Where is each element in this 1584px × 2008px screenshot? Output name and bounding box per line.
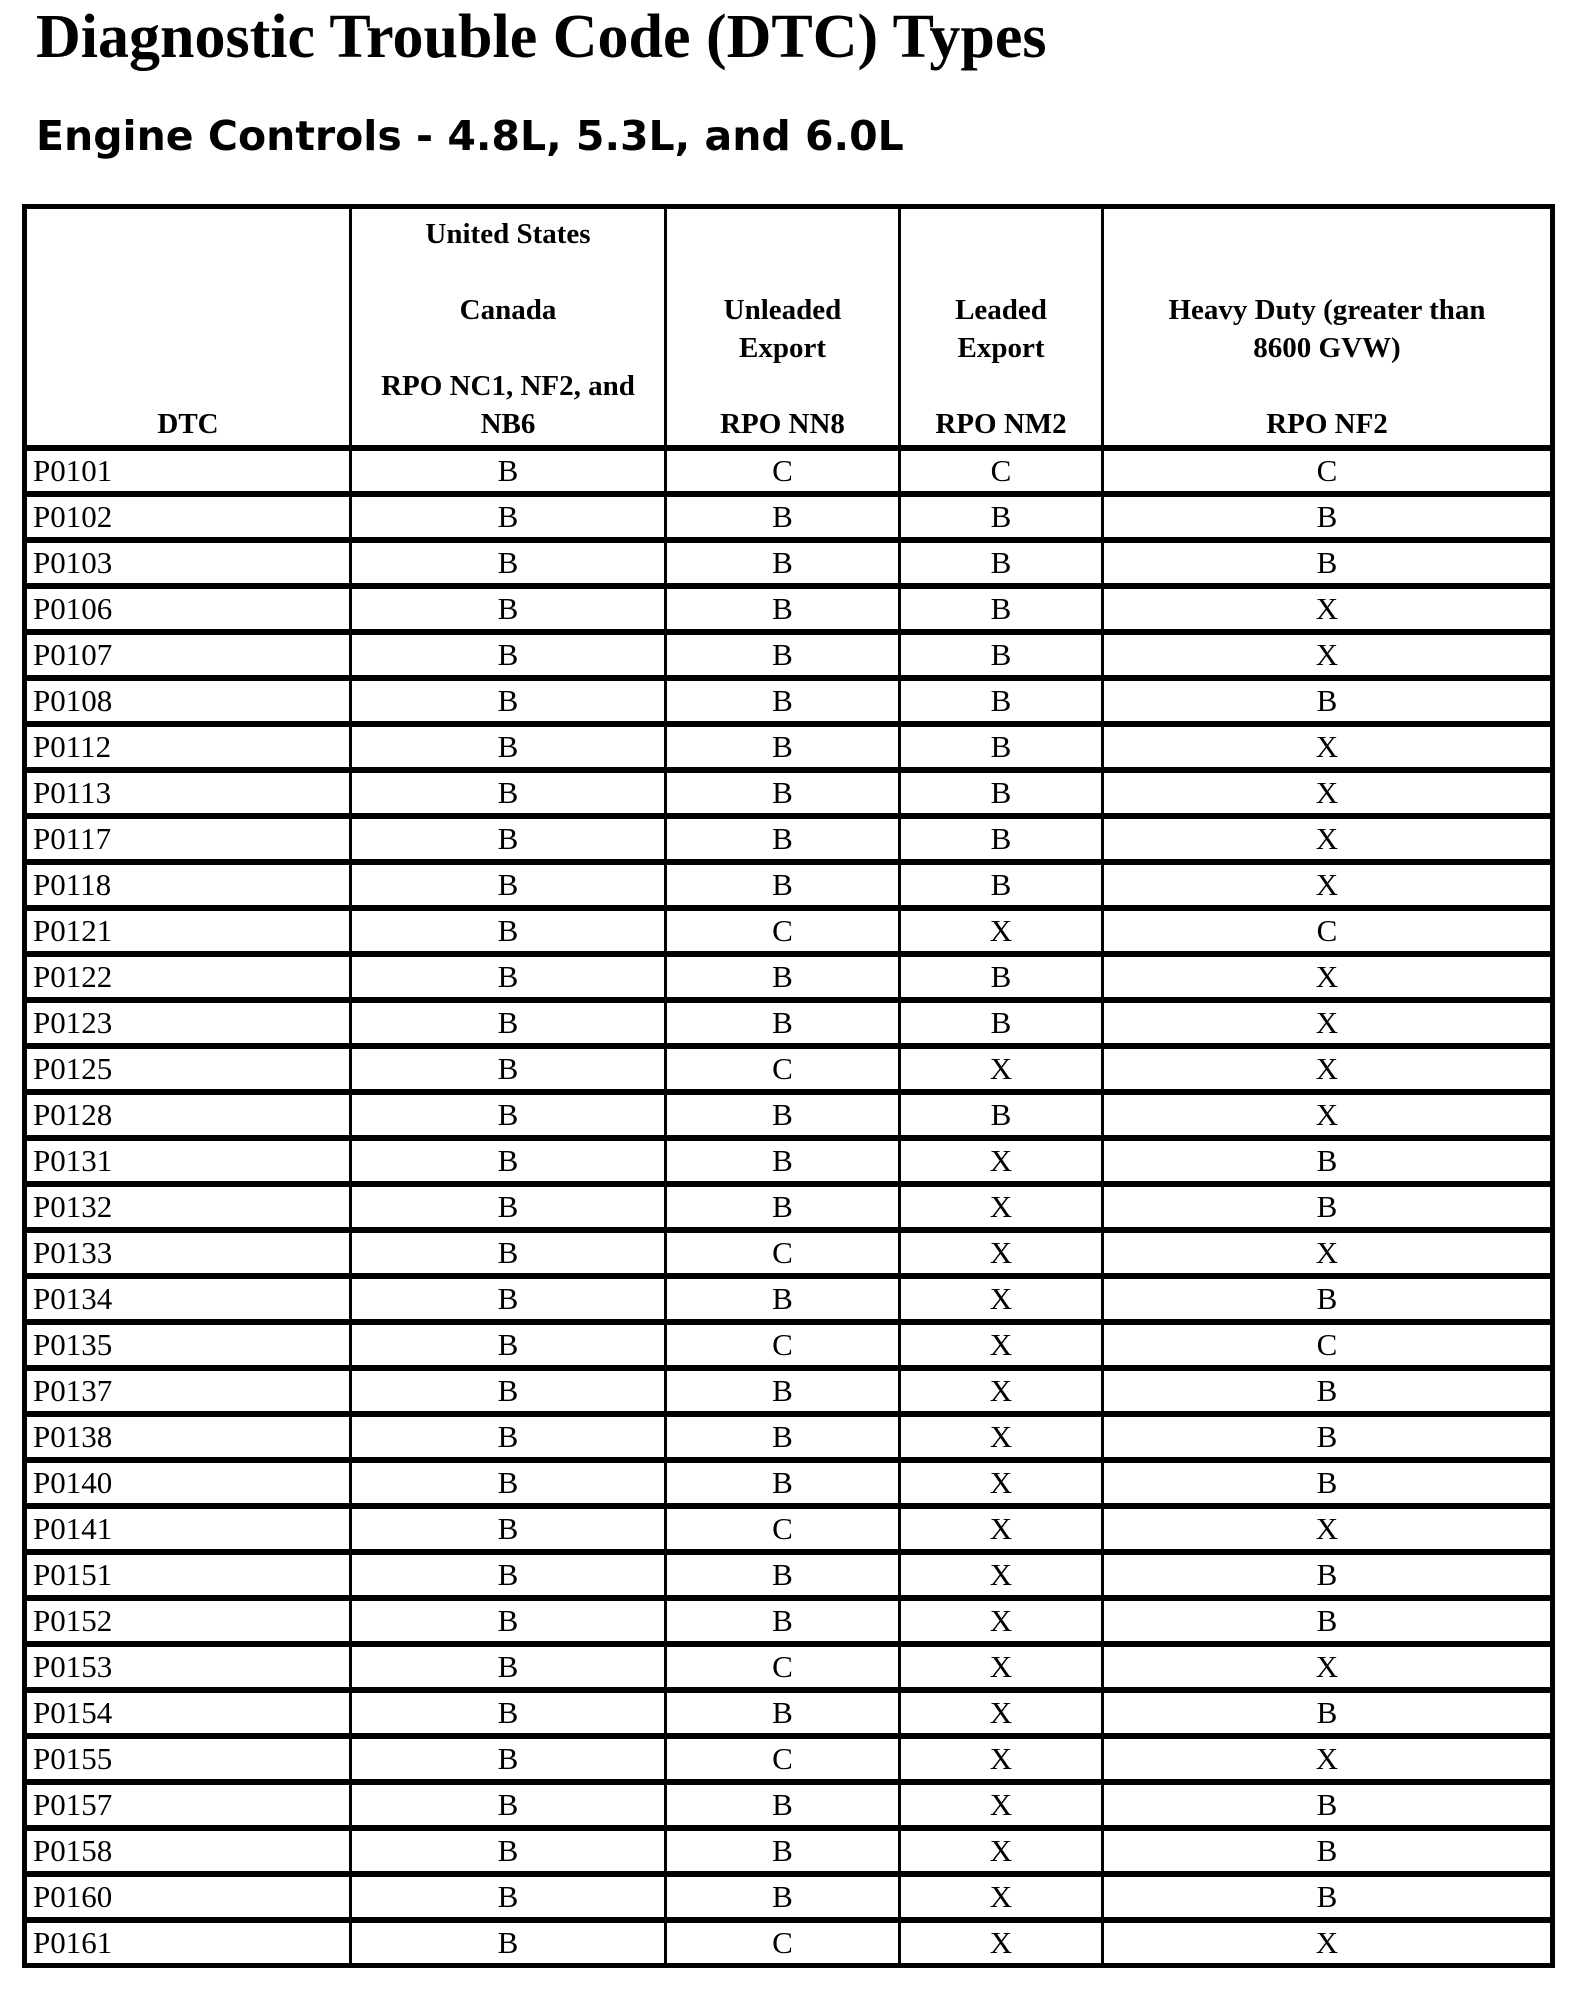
dtc-type-cell-heavy-duty: X xyxy=(1103,724,1553,770)
table-row xyxy=(25,1230,1553,1276)
table-row xyxy=(25,1000,1553,1046)
dtc-code-cell: P0103 xyxy=(25,540,351,586)
table-row xyxy=(25,1782,1553,1828)
dtc-type-cell-heavy-duty: X xyxy=(1103,770,1553,816)
dtc-type-cell-us-canada: B xyxy=(351,586,666,632)
dtc-type-cell-unleaded-export: B xyxy=(666,1276,900,1322)
table-row xyxy=(25,1598,1553,1644)
dtc-type-cell-heavy-duty: B xyxy=(1103,1552,1553,1598)
dtc-type-cell-leaded-export: X xyxy=(900,1138,1103,1184)
dtc-type-cell-us-canada: B xyxy=(351,770,666,816)
dtc-type-cell-unleaded-export: B xyxy=(666,1414,900,1460)
dtc-type-cell-heavy-duty: B xyxy=(1103,1782,1553,1828)
dtc-type-cell-heavy-duty: X xyxy=(1103,1230,1553,1276)
dtc-type-cell-us-canada: B xyxy=(351,1736,666,1782)
dtc-type-cell-unleaded-export: B xyxy=(666,1828,900,1874)
column-header-leaded-export xyxy=(900,207,1103,449)
dtc-type-cell-leaded-export: B xyxy=(900,494,1103,540)
dtc-type-cell-unleaded-export: B xyxy=(666,494,900,540)
dtc-type-cell-leaded-export: X xyxy=(900,1828,1103,1874)
dtc-code-cell: P0122 xyxy=(25,954,351,1000)
dtc-type-cell-leaded-export: X xyxy=(900,1506,1103,1552)
dtc-code-cell: P0107 xyxy=(25,632,351,678)
dtc-code-cell: P0138 xyxy=(25,1414,351,1460)
dtc-type-cell-unleaded-export: B xyxy=(666,862,900,908)
dtc-type-cell-heavy-duty: X xyxy=(1103,954,1553,1000)
header-line: RPO NF2 xyxy=(1266,408,1388,440)
dtc-type-cell-us-canada: B xyxy=(351,816,666,862)
dtc-type-cell-us-canada: B xyxy=(351,908,666,954)
header-line: Canada xyxy=(459,294,557,326)
table-row xyxy=(25,816,1553,862)
dtc-type-cell-heavy-duty: X xyxy=(1103,586,1553,632)
table-row xyxy=(25,908,1553,954)
dtc-type-cell-heavy-duty: B xyxy=(1103,1368,1553,1414)
page-subtitle: Engine Controls - 4.8L, 5.3L, and 6.0L xyxy=(36,112,904,160)
dtc-type-cell-unleaded-export: B xyxy=(666,1460,900,1506)
dtc-code-cell: P0118 xyxy=(25,862,351,908)
header-line: DTC xyxy=(157,408,219,440)
header-spacer xyxy=(352,329,664,367)
header-spacer xyxy=(667,367,898,405)
dtc-type-cell-us-canada: B xyxy=(351,1414,666,1460)
dtc-type-cell-leaded-export: X xyxy=(900,1782,1103,1828)
dtc-types-table xyxy=(22,204,1555,1968)
dtc-type-cell-us-canada: B xyxy=(351,1782,666,1828)
column-header-unleaded-export xyxy=(666,207,900,449)
dtc-type-cell-us-canada: B xyxy=(351,1690,666,1736)
table-row xyxy=(25,1414,1553,1460)
dtc-type-cell-heavy-duty: C xyxy=(1103,448,1553,494)
dtc-type-cell-unleaded-export: B xyxy=(666,1000,900,1046)
dtc-type-cell-unleaded-export: C xyxy=(666,1230,900,1276)
dtc-type-cell-unleaded-export: C xyxy=(666,1736,900,1782)
dtc-type-cell-us-canada: B xyxy=(351,1874,666,1920)
dtc-type-cell-heavy-duty: B xyxy=(1103,1828,1553,1874)
dtc-type-cell-heavy-duty: C xyxy=(1103,1322,1553,1368)
dtc-code-cell: P0151 xyxy=(25,1552,351,1598)
dtc-type-cell-us-canada: B xyxy=(351,954,666,1000)
table-row xyxy=(25,724,1553,770)
dtc-type-cell-unleaded-export: B xyxy=(666,1092,900,1138)
dtc-type-cell-unleaded-export: B xyxy=(666,1184,900,1230)
dtc-type-cell-unleaded-export: B xyxy=(666,770,900,816)
dtc-type-cell-heavy-duty: B xyxy=(1103,1598,1553,1644)
table-row xyxy=(25,1138,1553,1184)
dtc-code-cell: P0117 xyxy=(25,816,351,862)
dtc-code-cell: P0153 xyxy=(25,1644,351,1690)
dtc-type-cell-heavy-duty: B xyxy=(1103,1276,1553,1322)
header-line: Export xyxy=(957,332,1045,364)
dtc-type-cell-heavy-duty: X xyxy=(1103,1506,1553,1552)
dtc-type-cell-leaded-export: X xyxy=(900,1230,1103,1276)
dtc-type-cell-us-canada: B xyxy=(351,1598,666,1644)
header-line: Export xyxy=(739,332,826,364)
dtc-type-cell-leaded-export: X xyxy=(900,1552,1103,1598)
dtc-type-cell-leaded-export: X xyxy=(900,1368,1103,1414)
dtc-type-cell-leaded-export: B xyxy=(900,770,1103,816)
header-line: RPO NM2 xyxy=(935,408,1067,440)
dtc-type-cell-leaded-export: X xyxy=(900,1736,1103,1782)
dtc-type-cell-us-canada: B xyxy=(351,1322,666,1368)
header-spacer xyxy=(352,253,664,291)
dtc-type-cell-heavy-duty: B xyxy=(1103,678,1553,724)
dtc-type-cell-leaded-export: B xyxy=(900,954,1103,1000)
dtc-type-cell-heavy-duty: B xyxy=(1103,1138,1553,1184)
header-line: 8600 GVW) xyxy=(1253,332,1401,364)
dtc-type-cell-us-canada: B xyxy=(351,1000,666,1046)
table-row xyxy=(25,1552,1553,1598)
dtc-type-cell-unleaded-export: B xyxy=(666,1874,900,1920)
dtc-type-cell-unleaded-export: C xyxy=(666,908,900,954)
dtc-type-cell-us-canada: B xyxy=(351,1046,666,1092)
header-line: Heavy Duty (greater than xyxy=(1168,294,1486,326)
dtc-code-cell: P0155 xyxy=(25,1736,351,1782)
dtc-type-cell-us-canada: B xyxy=(351,1138,666,1184)
dtc-type-cell-heavy-duty: X xyxy=(1103,862,1553,908)
dtc-code-cell: P0158 xyxy=(25,1828,351,1874)
dtc-type-cell-us-canada: B xyxy=(351,1828,666,1874)
dtc-type-cell-leaded-export: B xyxy=(900,862,1103,908)
dtc-code-cell: P0135 xyxy=(25,1322,351,1368)
header-line: RPO NN8 xyxy=(720,408,845,440)
header-line: Unleaded xyxy=(723,294,842,326)
dtc-type-cell-leaded-export: B xyxy=(900,1000,1103,1046)
table-row xyxy=(25,540,1553,586)
header-spacer xyxy=(901,367,1101,405)
column-header-heavy-duty xyxy=(1103,207,1553,449)
dtc-type-cell-us-canada: B xyxy=(351,862,666,908)
table-row xyxy=(25,494,1553,540)
dtc-type-cell-unleaded-export: B xyxy=(666,1552,900,1598)
table-row xyxy=(25,586,1553,632)
dtc-type-cell-leaded-export: X xyxy=(900,1184,1103,1230)
dtc-type-cell-us-canada: B xyxy=(351,1644,666,1690)
dtc-type-cell-unleaded-export: B xyxy=(666,1138,900,1184)
dtc-type-cell-leaded-export: X xyxy=(900,1644,1103,1690)
table-row xyxy=(25,1690,1553,1736)
dtc-code-cell: P0157 xyxy=(25,1782,351,1828)
dtc-type-cell-heavy-duty: C xyxy=(1103,908,1553,954)
dtc-type-cell-leaded-export: X xyxy=(900,1920,1103,1966)
dtc-type-cell-leaded-export: B xyxy=(900,724,1103,770)
column-header-dtc xyxy=(25,207,351,449)
dtc-type-cell-unleaded-export: C xyxy=(666,1920,900,1966)
dtc-type-cell-heavy-duty: B xyxy=(1103,1414,1553,1460)
dtc-code-cell: P0128 xyxy=(25,1092,351,1138)
dtc-type-cell-us-canada: B xyxy=(351,494,666,540)
dtc-type-cell-us-canada: B xyxy=(351,678,666,724)
dtc-type-cell-unleaded-export: B xyxy=(666,1368,900,1414)
table-row xyxy=(25,1046,1553,1092)
dtc-type-cell-unleaded-export: B xyxy=(666,586,900,632)
dtc-type-cell-unleaded-export: B xyxy=(666,678,900,724)
dtc-code-cell: P0101 xyxy=(25,448,351,494)
dtc-type-cell-leaded-export: X xyxy=(900,1276,1103,1322)
dtc-code-cell: P0133 xyxy=(25,1230,351,1276)
header-line: Leaded xyxy=(955,294,1047,326)
dtc-type-cell-heavy-duty: B xyxy=(1103,1874,1553,1920)
dtc-type-cell-heavy-duty: B xyxy=(1103,540,1553,586)
dtc-code-cell: P0106 xyxy=(25,586,351,632)
dtc-code-cell: P0113 xyxy=(25,770,351,816)
dtc-type-cell-us-canada: B xyxy=(351,1460,666,1506)
dtc-code-cell: P0137 xyxy=(25,1368,351,1414)
dtc-type-cell-leaded-export: X xyxy=(900,1690,1103,1736)
table-row xyxy=(25,1322,1553,1368)
dtc-type-cell-heavy-duty: B xyxy=(1103,1460,1553,1506)
dtc-type-cell-heavy-duty: X xyxy=(1103,1644,1553,1690)
dtc-type-cell-heavy-duty: X xyxy=(1103,1736,1553,1782)
dtc-code-cell: P0161 xyxy=(25,1920,351,1966)
table-row xyxy=(25,1644,1553,1690)
dtc-type-cell-unleaded-export: B xyxy=(666,1782,900,1828)
dtc-type-cell-leaded-export: B xyxy=(900,586,1103,632)
dtc-type-cell-heavy-duty: B xyxy=(1103,494,1553,540)
dtc-type-cell-leaded-export: C xyxy=(900,448,1103,494)
dtc-type-cell-leaded-export: X xyxy=(900,908,1103,954)
dtc-type-cell-leaded-export: X xyxy=(900,1460,1103,1506)
header-line: RPO NC1, NF2, and xyxy=(381,370,635,402)
dtc-code-cell: P0102 xyxy=(25,494,351,540)
dtc-type-cell-unleaded-export: C xyxy=(666,1644,900,1690)
dtc-type-cell-unleaded-export: B xyxy=(666,1690,900,1736)
dtc-code-cell: P0160 xyxy=(25,1874,351,1920)
dtc-code-cell: P0112 xyxy=(25,724,351,770)
table-body xyxy=(25,448,1553,1966)
table-row xyxy=(25,1276,1553,1322)
dtc-type-cell-leaded-export: B xyxy=(900,540,1103,586)
table-row xyxy=(25,770,1553,816)
dtc-type-cell-us-canada: B xyxy=(351,1920,666,1966)
header-line: NB6 xyxy=(480,408,536,440)
dtc-type-cell-unleaded-export: C xyxy=(666,448,900,494)
dtc-type-cell-leaded-export: X xyxy=(900,1874,1103,1920)
dtc-type-cell-unleaded-export: B xyxy=(666,540,900,586)
table-row xyxy=(25,632,1553,678)
dtc-code-cell: P0131 xyxy=(25,1138,351,1184)
dtc-type-cell-leaded-export: B xyxy=(900,1092,1103,1138)
dtc-type-cell-leaded-export: X xyxy=(900,1414,1103,1460)
dtc-type-cell-unleaded-export: C xyxy=(666,1506,900,1552)
header-line: United States xyxy=(425,218,591,250)
dtc-code-cell: P0123 xyxy=(25,1000,351,1046)
dtc-type-cell-leaded-export: X xyxy=(900,1322,1103,1368)
dtc-type-cell-us-canada: B xyxy=(351,1184,666,1230)
dtc-type-cell-us-canada: B xyxy=(351,448,666,494)
dtc-type-cell-us-canada: B xyxy=(351,632,666,678)
table-row xyxy=(25,862,1553,908)
table-row xyxy=(25,1506,1553,1552)
table-row xyxy=(25,678,1553,724)
table-row xyxy=(25,1460,1553,1506)
dtc-code-cell: P0132 xyxy=(25,1184,351,1230)
dtc-code-cell: P0154 xyxy=(25,1690,351,1736)
dtc-code-cell: P0152 xyxy=(25,1598,351,1644)
dtc-type-cell-us-canada: B xyxy=(351,540,666,586)
dtc-code-cell: P0121 xyxy=(25,908,351,954)
table-row xyxy=(25,1874,1553,1920)
dtc-type-cell-us-canada: B xyxy=(351,724,666,770)
dtc-type-cell-heavy-duty: X xyxy=(1103,1046,1553,1092)
dtc-type-cell-heavy-duty: B xyxy=(1103,1184,1553,1230)
page-title: Diagnostic Trouble Code (DTC) Types xyxy=(36,3,1047,71)
dtc-type-cell-us-canada: B xyxy=(351,1092,666,1138)
table-row xyxy=(25,1828,1553,1874)
dtc-code-cell: P0140 xyxy=(25,1460,351,1506)
dtc-type-cell-unleaded-export: C xyxy=(666,1046,900,1092)
table-row xyxy=(25,448,1553,494)
dtc-type-cell-leaded-export: X xyxy=(900,1046,1103,1092)
table-header xyxy=(25,207,1553,449)
header-row xyxy=(25,207,1553,449)
dtc-code-cell: P0141 xyxy=(25,1506,351,1552)
dtc-type-cell-heavy-duty: X xyxy=(1103,632,1553,678)
dtc-code-cell: P0125 xyxy=(25,1046,351,1092)
dtc-type-cell-leaded-export: B xyxy=(900,678,1103,724)
dtc-type-cell-heavy-duty: X xyxy=(1103,1920,1553,1966)
table-row xyxy=(25,1368,1553,1414)
table-row xyxy=(25,1092,1553,1138)
dtc-type-cell-unleaded-export: B xyxy=(666,724,900,770)
dtc-type-cell-unleaded-export: B xyxy=(666,816,900,862)
dtc-type-cell-us-canada: B xyxy=(351,1276,666,1322)
dtc-type-cell-unleaded-export: B xyxy=(666,954,900,1000)
dtc-type-cell-heavy-duty: B xyxy=(1103,1690,1553,1736)
dtc-type-cell-leaded-export: B xyxy=(900,632,1103,678)
dtc-type-cell-leaded-export: B xyxy=(900,816,1103,862)
dtc-type-cell-unleaded-export: C xyxy=(666,1322,900,1368)
column-header-us-canada xyxy=(351,207,666,449)
header-spacer xyxy=(1104,367,1550,405)
table-row xyxy=(25,1736,1553,1782)
dtc-type-cell-heavy-duty: X xyxy=(1103,1092,1553,1138)
dtc-code-cell: P0134 xyxy=(25,1276,351,1322)
dtc-code-cell: P0108 xyxy=(25,678,351,724)
dtc-type-cell-unleaded-export: B xyxy=(666,632,900,678)
table-row xyxy=(25,1184,1553,1230)
dtc-type-cell-unleaded-export: B xyxy=(666,1598,900,1644)
dtc-type-cell-leaded-export: X xyxy=(900,1598,1103,1644)
dtc-type-cell-us-canada: B xyxy=(351,1506,666,1552)
table-row xyxy=(25,954,1553,1000)
dtc-type-cell-us-canada: B xyxy=(351,1552,666,1598)
dtc-type-cell-heavy-duty: X xyxy=(1103,1000,1553,1046)
dtc-type-cell-us-canada: B xyxy=(351,1368,666,1414)
table-row xyxy=(25,1920,1553,1966)
dtc-type-cell-heavy-duty: X xyxy=(1103,816,1553,862)
dtc-type-cell-us-canada: B xyxy=(351,1230,666,1276)
